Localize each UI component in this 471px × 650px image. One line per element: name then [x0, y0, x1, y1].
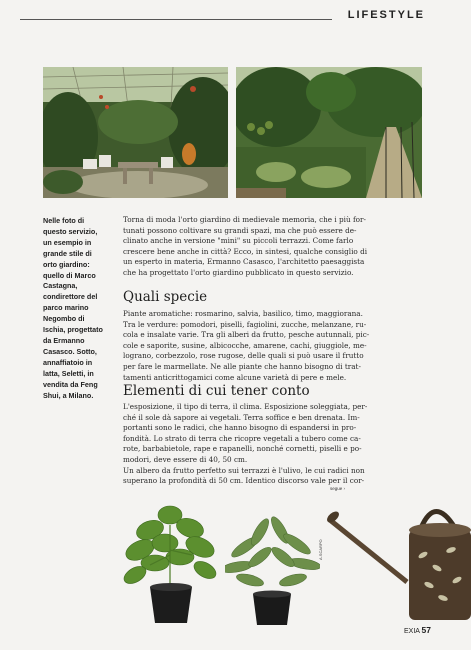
- caption-line: vendita da Feng: [43, 379, 98, 389]
- text-line: Un albero da frutto perfetto sui terrazzi è l'ulivo, le cui radici non: [123, 465, 365, 475]
- text-line: lograno, corbezzolo, rose rugose, delle quali si può usare il frutto: [123, 351, 364, 361]
- text-line: crescere bene anche in città? Ecco, in sintesi, qualche consiglio di: [123, 246, 368, 256]
- heading-quali-specie: Quali specie: [123, 289, 208, 305]
- page-footer: [404, 625, 431, 635]
- elementi-paragraph: [123, 402, 368, 487]
- caption-line: Nelle foto di: [43, 216, 85, 225]
- header-rule: [20, 19, 332, 20]
- text-line: superano la profondità di 50 cm. Identico discorso vale per il cor-: [123, 476, 365, 486]
- continued-marker: segue ›: [330, 486, 346, 491]
- caption-line: orto giardino:: [43, 259, 90, 269]
- garden-photo-right: [236, 67, 422, 198]
- caption-line: quello di Marco: [43, 270, 96, 280]
- text-line: fondità. Lo strato di terra che ricopre vegetali a tubero come ca-: [123, 433, 361, 443]
- caption-line: un esempio in: [43, 237, 92, 247]
- text-line: per fare le marmellate. Ne alle piante che hanno bisogno di trat-: [123, 361, 361, 371]
- text-line: clinato anche in versione "mini" su piccoli terrazzi. Come farlo: [123, 236, 354, 246]
- text-line: Piante aromatiche: rosmarino, salvia, basilico, timo, maggiorana.: [123, 309, 363, 318]
- text-line: un esperto in materia, Ermanno Casasco, l'architetto paesaggista: [123, 257, 365, 267]
- caption-line: Shui, a Milano.: [43, 390, 94, 400]
- caption-line: Ischia, progettato: [43, 325, 103, 335]
- text-line: L'esposizione, il tipo di terra, il clima. Esposizione soleggiata, per-: [123, 402, 368, 411]
- text-line: rote, barbabietole, rape e rapanelli, nonché cornetti, piselli e po-: [123, 444, 362, 454]
- caption-line: questo servizio,: [43, 226, 98, 236]
- text-line: ché il sole dà sapore ai vegetali. Terra soffice e ben drenata. Im-: [123, 412, 360, 422]
- caption-line: da Ermanno: [43, 335, 85, 345]
- magazine-name: EXIA: [404, 628, 420, 635]
- text-line: cole e saporite, susine, albicocche, amarene, cachi, giuggiole, me-: [123, 340, 367, 350]
- caption-line: condirettore del: [43, 292, 98, 302]
- sage-plant-image: [225, 512, 320, 627]
- text-line: che ha progettato l'orto giardino pubblicato in questo servizio.: [123, 267, 354, 277]
- quali-paragraph: [123, 309, 370, 383]
- text-line: cola e insalate varie. Tra gli alberi da frutto, pesche autunnali, pic-: [123, 330, 370, 340]
- caption-line: parco marino: [43, 303, 89, 313]
- caption-line: annaffiatoio in: [43, 357, 93, 367]
- heading-elementi: Elementi di cui tener conto: [123, 383, 310, 399]
- photo-caption: [43, 216, 117, 401]
- photo-credit: A.SCARPO: [318, 539, 323, 560]
- caption-line: latta, Seletti, in: [43, 368, 94, 378]
- text-line: modori, deve essere di 40, 50 cm.: [123, 454, 248, 464]
- watering-can-image: [325, 490, 471, 620]
- caption-line: Casasco. Sotto,: [43, 346, 97, 356]
- section-label: LIFESTYLE: [347, 9, 425, 21]
- page-number: 57: [421, 625, 431, 635]
- text-line: Torna di moda l'orto giardino di medievale memoria, che i più for-: [123, 215, 366, 224]
- garden-photo-left: [43, 67, 228, 198]
- basil-plant-image: [120, 495, 220, 625]
- text-line: portanti sono le radici, che hanno bisogno di espandersi in pro-: [123, 423, 357, 433]
- text-line: Tra le verdure: pomodori, piselli, fagiolini, zucche, melanzane, ru-: [123, 319, 367, 329]
- caption-line: Castagna,: [43, 281, 78, 291]
- caption-line: Negombo di: [43, 314, 85, 324]
- caption-line: grande stile di: [43, 248, 92, 258]
- text-line: tamenti anticrittogamici come alcune varietà di pere e mele.: [123, 372, 347, 382]
- intro-paragraph: [123, 215, 368, 279]
- text-line: tunati possono coltivare su grandi spazi, ma che può essere de-: [123, 225, 357, 235]
